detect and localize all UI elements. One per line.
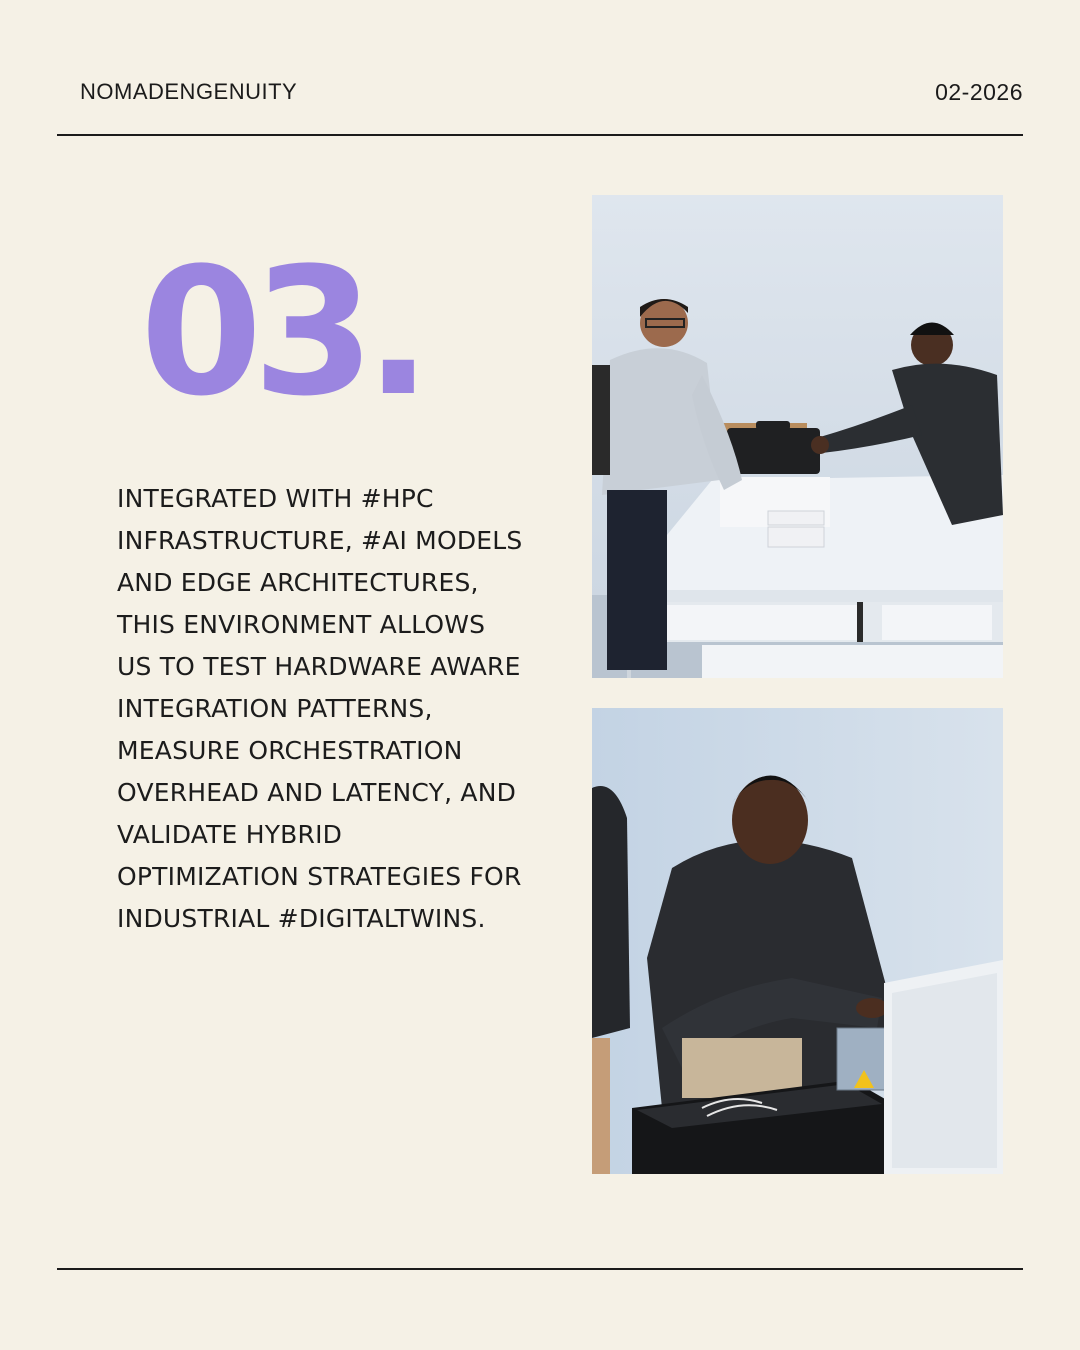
- photo-inspecting-server: [592, 708, 1003, 1174]
- brand-name: NOMADENGENUITY: [80, 79, 298, 104]
- photo-unboxing-hardware: [592, 195, 1003, 678]
- top-divider: [57, 134, 1023, 136]
- slide-body-text: INTEGRATED WITH #HPC INFRASTRUCTURE, #AI MODELS AND EDGE ARCHITECTURES, THIS ENVIRONMENT ALLOWS US TO TEST HARDWARE AWARE INTEGRATION PATTERNS, MEASURE ORCHESTRATION OVERHEAD AND LATENCY, AND VALIDATE HYBRID OPTIMIZATION STRATEGIES FOR INDUSTRIAL #DIGITALTWINS.: [117, 484, 523, 933]
- slide-number: 03.: [140, 230, 422, 435]
- bottom-divider: [57, 1268, 1023, 1270]
- header-date: 02-2026: [935, 79, 1023, 105]
